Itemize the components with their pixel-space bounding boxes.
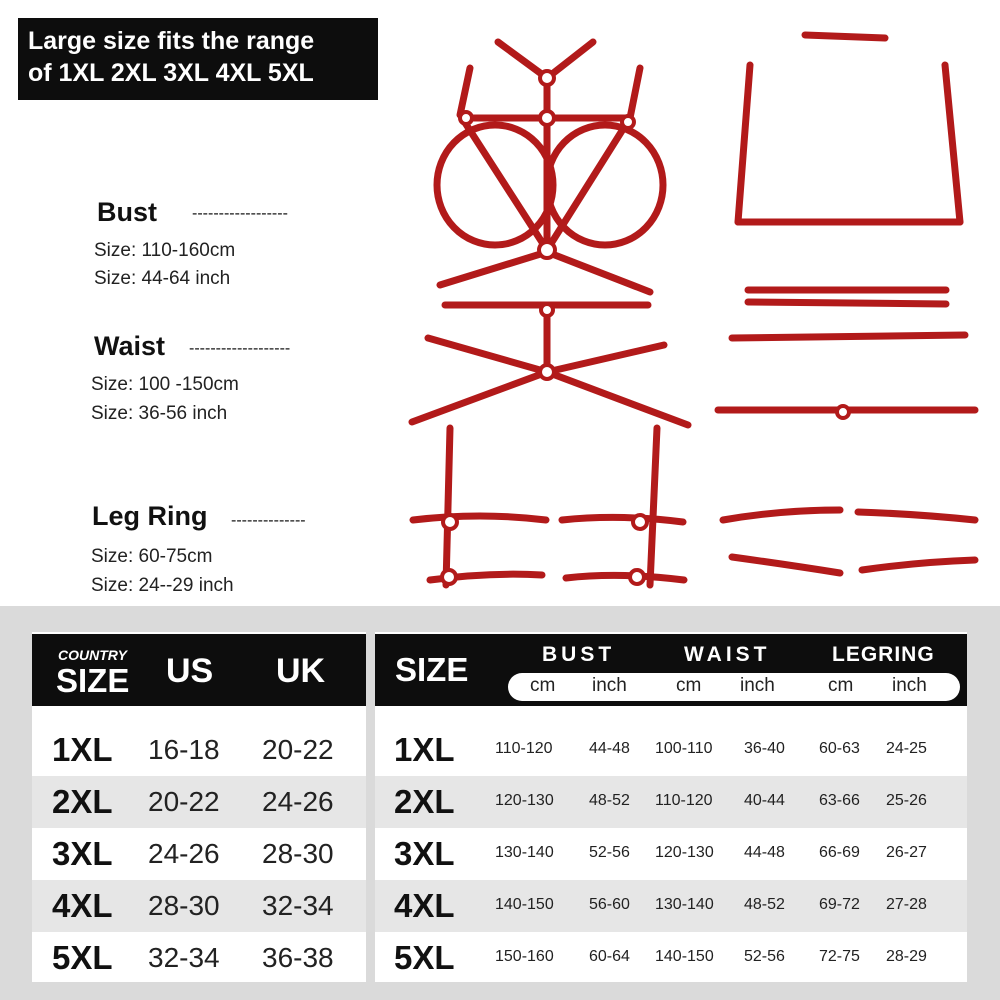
- row-leg-inch: 26-27: [886, 844, 927, 861]
- row-waist-inch: 44-48: [744, 844, 785, 861]
- leg-ring-size-inch: Size: 24--29 inch: [91, 575, 234, 596]
- bust-label: BUST: [542, 643, 616, 666]
- row-uk: 20-22: [262, 734, 334, 765]
- harness-back-rings: [837, 406, 849, 418]
- row-us: 28-30: [148, 890, 220, 921]
- row-size-right: 4XL: [394, 887, 455, 924]
- row-size: 2XL: [52, 783, 113, 820]
- us-label: US: [166, 652, 214, 690]
- country-label: COUNTRY: [58, 647, 127, 663]
- row-leg-inch: 28-29: [886, 948, 927, 965]
- row-leg-cm: 60-63: [819, 740, 860, 757]
- unit-waist-cm: cm: [676, 675, 702, 696]
- size-range-banner: [18, 18, 378, 100]
- row-uk: 28-30: [262, 838, 334, 869]
- row-size-right: 2XL: [394, 783, 455, 820]
- bust-size-inch: Size: 44-64 inch: [94, 268, 231, 289]
- row-bust-cm: 140-150: [495, 896, 554, 913]
- bust-dashes: ------------------: [192, 205, 288, 222]
- row-size-right: 1XL: [394, 731, 455, 768]
- banner-line-2: of 1XL 2XL 3XL 4XL 5XL: [28, 59, 314, 87]
- row-uk: 36-38: [262, 942, 334, 973]
- unit-bust-inch: inch: [592, 675, 627, 696]
- waist-label: WAIST: [684, 643, 771, 666]
- legring-label: LEGRING: [832, 643, 935, 666]
- leg-ring-size-cm: Size: 60-75cm: [91, 546, 213, 567]
- row-size-right: 5XL: [394, 939, 455, 976]
- row-bust-inch: 52-56: [589, 844, 630, 861]
- row-bust-inch: 60-64: [589, 948, 630, 965]
- row-bust-inch: 56-60: [589, 896, 630, 913]
- waist-dashes: -------------------: [189, 340, 291, 357]
- row-size: 3XL: [52, 835, 113, 872]
- uk-label: UK: [276, 652, 326, 690]
- row-leg-inch: 24-25: [886, 740, 927, 757]
- row-waist-inch: 36-40: [744, 740, 785, 757]
- leg-ring-title: Leg Ring: [92, 501, 208, 531]
- waist-size-cm: Size: 100 -150cm: [91, 374, 239, 395]
- leg-ring-dashes: --------------: [231, 512, 306, 529]
- row-leg-cm: 66-69: [819, 844, 860, 861]
- bust-title: Bust: [97, 197, 157, 227]
- row-waist-cm: 130-140: [655, 896, 714, 913]
- waist-title: Waist: [94, 331, 166, 361]
- row-bust-cm: 150-160: [495, 948, 554, 965]
- row-bust-inch: 48-52: [589, 792, 630, 809]
- size-label-right: SIZE: [395, 651, 469, 688]
- row-leg-inch: 27-28: [886, 896, 927, 913]
- row-bust-cm: 130-140: [495, 844, 554, 861]
- row-bust-inch: 44-48: [589, 740, 630, 757]
- banner-line-1: Large size fits the range: [28, 27, 315, 55]
- row-waist-cm: 140-150: [655, 948, 714, 965]
- size-label: SIZE: [56, 662, 130, 699]
- row-leg-cm: 63-66: [819, 792, 860, 809]
- harness-back-view: [718, 35, 975, 573]
- row-us: 24-26: [148, 838, 220, 869]
- row-uk: 32-34: [262, 890, 334, 921]
- unit-leg-cm: cm: [828, 675, 854, 696]
- row-bust-cm: 120-130: [495, 792, 554, 809]
- row-waist-inch: 40-44: [744, 792, 785, 809]
- row-waist-inch: 52-56: [744, 948, 785, 965]
- row-waist-cm: 120-130: [655, 844, 714, 861]
- row-uk: 24-26: [262, 786, 334, 817]
- bust-size-cm: Size: 110-160cm: [94, 240, 236, 261]
- row-size: 4XL: [52, 887, 113, 924]
- row-us: 16-18: [148, 734, 220, 765]
- row-waist-inch: 48-52: [744, 896, 785, 913]
- unit-leg-inch: inch: [892, 675, 927, 696]
- unit-bust-cm: cm: [530, 675, 556, 696]
- unit-waist-inch: inch: [740, 675, 775, 696]
- row-bust-cm: 110-120: [495, 740, 553, 757]
- row-us: 32-34: [148, 942, 220, 973]
- waist-size-inch: Size: 36-56 inch: [91, 403, 228, 424]
- row-size: 5XL: [52, 939, 113, 976]
- row-us: 20-22: [148, 786, 220, 817]
- row-waist-cm: 110-120: [655, 792, 713, 809]
- row-leg-cm: 72-75: [819, 948, 860, 965]
- row-leg-inch: 25-26: [886, 792, 927, 809]
- row-size-right: 3XL: [394, 835, 455, 872]
- harness-illustration: [400, 20, 1000, 600]
- row-waist-cm: 100-110: [655, 740, 713, 757]
- row-size: 1XL: [52, 731, 113, 768]
- row-leg-cm: 69-72: [819, 896, 860, 913]
